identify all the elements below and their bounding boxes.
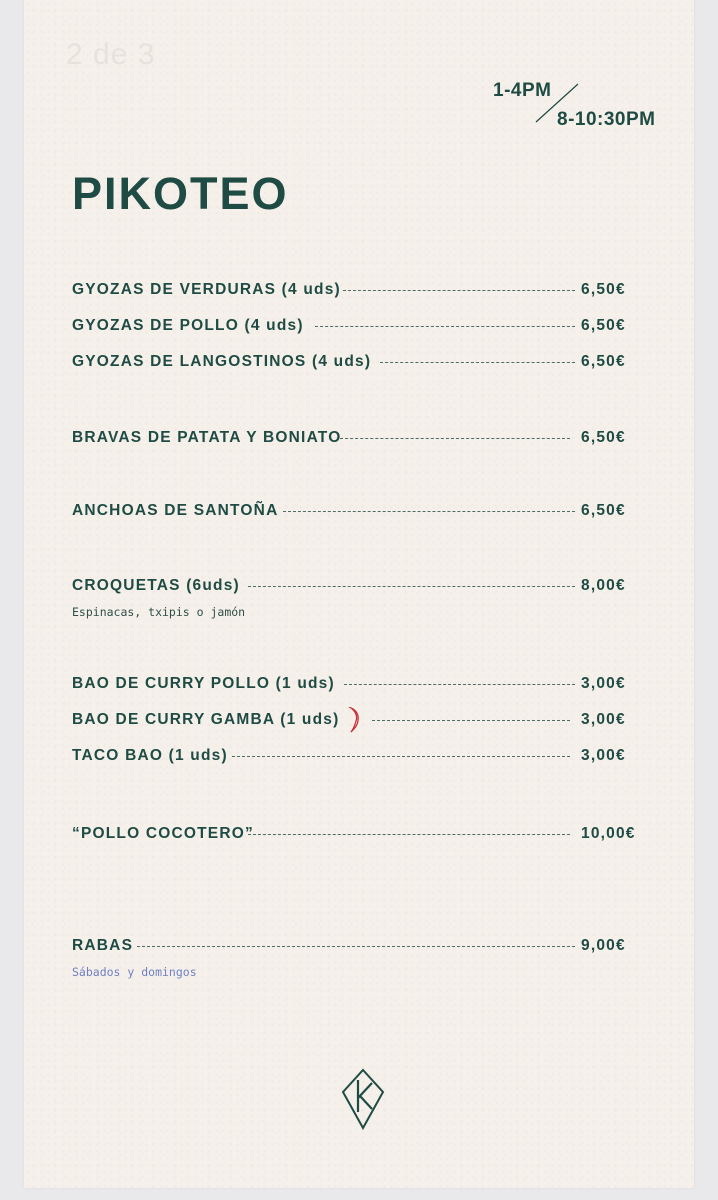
item-name: CROQUETAS (6uds) (72, 577, 240, 594)
item-price: 6,50€ (581, 429, 626, 446)
item-name: BAO DE CURRY POLLO (1 uds) (72, 675, 335, 692)
item-name: “POLLO COCOTERO” (72, 825, 254, 842)
chili-pepper-icon (347, 707, 361, 733)
dotted-leader (343, 290, 575, 291)
item-price: 10,00€ (581, 825, 636, 842)
item-price: 8,00€ (581, 577, 626, 594)
dotted-leader (232, 756, 570, 757)
item-name: GYOZAS DE LANGOSTINOS (4 uds) (72, 353, 372, 370)
lunch-hours: 1-4PM (493, 80, 552, 101)
item-price: 6,50€ (581, 281, 626, 298)
dotted-leader (340, 438, 570, 439)
item-price: 6,50€ (581, 317, 626, 334)
item-name: BAO DE CURRY GAMBA (1 uds) (72, 711, 340, 728)
k-diamond-logo-icon (341, 1068, 385, 1130)
item-price: 3,00€ (581, 711, 626, 728)
dinner-hours: 8-10:30PM (557, 109, 656, 130)
dotted-leader (248, 586, 575, 587)
item-name: TACO BAO (1 uds) (72, 747, 228, 764)
item-price: 3,00€ (581, 675, 626, 692)
dotted-leader (372, 720, 570, 721)
dotted-leader (344, 684, 575, 685)
dotted-leader (315, 326, 575, 327)
item-name: BRAVAS DE PATATA Y BONIATO (72, 429, 342, 446)
dotted-leader (137, 946, 575, 947)
item-name: RABAS (72, 937, 134, 954)
item-name: GYOZAS DE VERDURAS (4 uds) (72, 281, 341, 298)
item-price: 6,50€ (581, 502, 626, 519)
page-indicator: 2 de 3 (66, 38, 156, 71)
item-name: ANCHOAS DE SANTOÑA (72, 502, 279, 519)
dotted-leader (248, 834, 570, 835)
dotted-leader (283, 511, 575, 512)
dotted-leader (380, 362, 575, 363)
section-title: PIKOTEO (72, 168, 289, 219)
item-name: GYOZAS DE POLLO (4 uds) (72, 317, 304, 334)
item-price: 9,00€ (581, 937, 626, 954)
item-price: 6,50€ (581, 353, 626, 370)
item-note: Sábados y domingos (72, 965, 197, 979)
item-price: 3,00€ (581, 747, 626, 764)
item-note: Espinacas, txipis o jamón (72, 605, 246, 619)
